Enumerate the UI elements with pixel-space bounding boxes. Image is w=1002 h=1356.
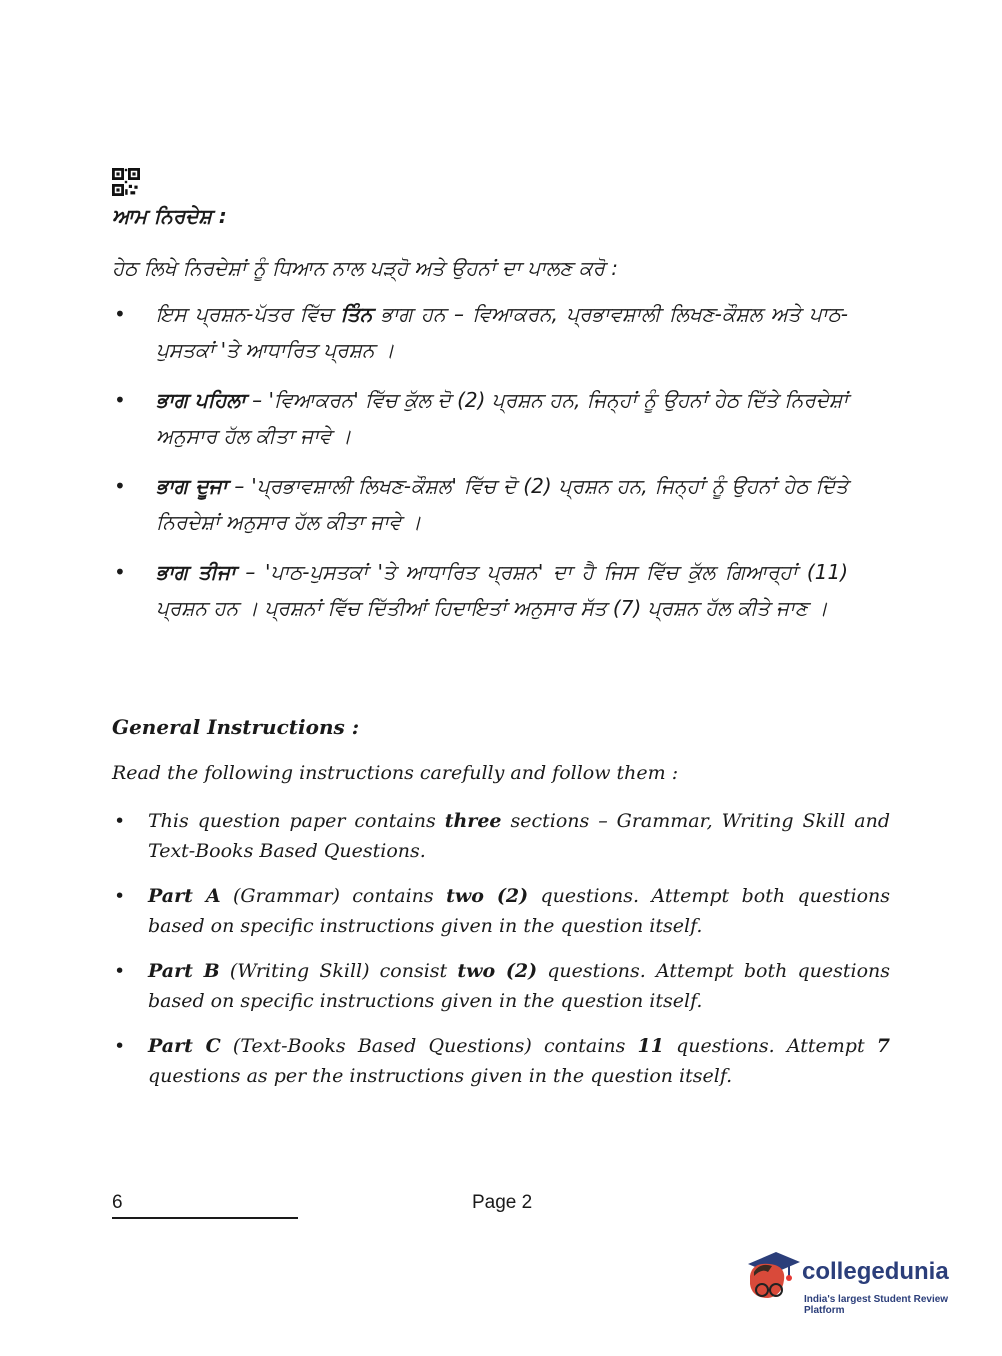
list-item: • This question paper contains three sections – Grammar, Writing Skill and Text-Books Based Questions. [112,806,890,866]
list-item: • Part B (Writing Skill) consist two (2) questions. Attempt both questions based on specific instructions given in the question itself. [112,956,890,1016]
brand-tagline: India's largest Student Review Platform [804,1294,949,1316]
english-intro: Read the following instructions carefully and follow them : [112,762,679,784]
bullet-icon: • [114,885,126,907]
collegedunia-mascot-icon [742,1248,800,1310]
divider [112,1217,298,1219]
punjabi-intro: ਹੇਠ ਲਿਖੇ ਨਿਰਦੇਸ਼ਾਂ ਨੂੰ ਧਿਆਨ ਨਾਲ ਪੜ੍ਹੋ ਅਤੇ ਉਹਨਾਂ ਦਾ ਪਾਲਣ ਕਰੋ : [112,256,618,280]
paper-code: 6 [112,1192,123,1213]
list-item: • Part C (Text-Books Based Questions) contains 11 questions. Attempt 7 questions as per the instructions given in the question itself. [112,1031,890,1091]
bullet-icon: • [114,474,126,498]
bullet-icon: • [114,960,126,982]
qr-code-icon [112,168,140,196]
list-item: • ਇਸ ਪ੍ਰਸ਼ਨ-ਪੱਤਰ ਵਿੱਚ ਤਿੰਨ ਭਾਗ ਹਨ – ਵਿਆਕਰਨ, ਪ੍ਰਭਾਵਸ਼ਾਲੀ ਲਿਖਣ-ਕੌਸ਼ਲ ਅਤੇ ਪਾਠ-ਪੁਸਤਕਾਂ 'ਤੇ ਆਧਾਰਿਤ ਪ੍ਰਸ਼ਨ । [112,296,848,368]
list-item: • ਭਾਗ ਦੂਜਾ – 'ਪ੍ਰਭਾਵਸ਼ਾਲੀ ਲਿਖਣ-ਕੌਸ਼ਲ' ਵਿੱਚ ਦੋ (2) ਪ੍ਰਸ਼ਨ ਹਨ, ਜਿਨ੍ਹਾਂ ਨੂੰ ਉਹਨਾਂ ਹੇਠ ਦਿੱਤੇ ਨਿਰਦੇਸ਼ਾਂ ਅਨੁਸਾਰ ਹੱਲ ਕੀਤਾ ਜਾਵੇ । [112,468,848,540]
bullet-icon: • [114,560,126,584]
punjabi-instruction-list [112,296,848,640]
bullet-icon: • [114,1035,126,1057]
brand-name: collegedunia [802,1258,949,1285]
bullet-icon: • [114,388,126,412]
english-instruction-list [112,806,890,1106]
list-item: • ਭਾਗ ਤੀਜਾ – 'ਪਾਠ-ਪੁਸਤਕਾਂ 'ਤੇ ਆਧਾਰਿਤ ਪ੍ਰਸ਼ਨ' ਦਾ ਹੈ ਜਿਸ ਵਿੱਚ ਕੁੱਲ ਗਿਆਰ੍ਹਾਂ (11) ਪ੍ਰਸ਼ਨ ਹਨ । ਪ੍ਰਸ਼ਨਾਂ ਵਿੱਚ ਦਿੱਤੀਆਂ ਹਿਦਾਇਤਾਂ ਅਨੁਸਾਰ ਸੱਤ (7) ਪ੍ਰਸ਼ਨ ਹੱਲ ਕੀਤੇ ਜਾਣ । [112,554,848,626]
punjabi-heading: ਆਮ ਨਿਰਦੇਸ਼ : [112,204,227,228]
english-heading: General Instructions : [112,715,360,739]
list-item: • ਭਾਗ ਪਹਿਲਾ – 'ਵਿਆਕਰਨ' ਵਿੱਚ ਕੁੱਲ ਦੋ (2) ਪ੍ਰਸ਼ਨ ਹਨ, ਜਿਨ੍ਹਾਂ ਨੂੰ ਉਹਨਾਂ ਹੇਠ ਦਿੱਤੇ ਨਿਰਦੇਸ਼ਾਂ ਅਨੁਸਾਰ ਹੱਲ ਕੀਤਾ ਜਾਵੇ । [112,382,848,454]
bullet-icon: • [114,810,126,832]
bullet-icon: • [114,302,126,326]
list-item: • Part A (Grammar) contains two (2) questions. Attempt both questions based on specific instructions given in the question itself. [112,881,890,941]
page-number: Page 2 [472,1192,533,1213]
collegedunia-logo [742,1248,972,1318]
